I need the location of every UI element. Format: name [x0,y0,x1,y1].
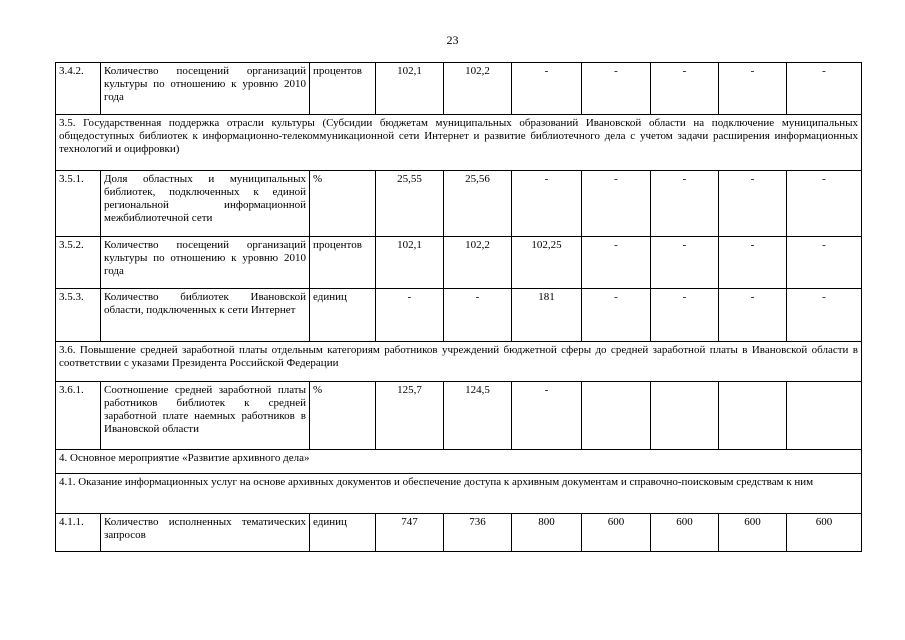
value-cell: - [582,289,651,342]
value-cell: 102,1 [376,237,444,289]
value-cell: - [376,289,444,342]
section-heading: 3.6. Повышение средней заработной платы отдельным категориям работников учреждений бюджетной сферы до средней заработной платы в Ивановской области в соответствии с указами Президента Российской Федерации [56,342,862,382]
value-cell: - [787,237,862,289]
value-cell: - [651,237,719,289]
value-cell: - [582,63,651,115]
value-cell: - [719,63,787,115]
value-cell: 600 [719,514,787,552]
indicator-name: Доля областных и муниципальных библиотек, подключенных к единой региональной информационной межбиблиотечной сети [101,171,310,237]
unit: % [310,171,376,237]
indicator-name: Количество исполненных тематических запросов [101,514,310,552]
value-cell: - [787,171,862,237]
value-cell: - [512,63,582,115]
page-number: 23 [446,33,459,47]
value-cell: - [719,289,787,342]
value-cell: 600 [582,514,651,552]
unit: % [310,382,376,450]
value-cell: - [582,171,651,237]
indicator-name: Соотношение средней заработной платы работников библиотек к средней заработной плате наемных работников в Ивановской области [101,382,310,450]
value-cell [787,382,862,450]
value-cell: 102,2 [444,237,512,289]
value-cell: 600 [651,514,719,552]
indicator-name: Количество посещений организаций культуры по отношению к уровню 2010 года [101,237,310,289]
unit: единиц [310,514,376,552]
row-number: 3.6.1. [56,382,101,450]
unit: процентов [310,237,376,289]
section-row [56,115,862,171]
value-cell: - [651,63,719,115]
section-heading: 4.1. Оказание информационных услуг на основе архивных документов и обеспечение доступа к архивным документам и справочно-поисковым средствам к ним [56,474,862,514]
value-cell: - [719,171,787,237]
value-cell: - [512,171,582,237]
value-cell [651,382,719,450]
value-cell [719,382,787,450]
table-row [56,237,862,289]
value-cell: - [787,289,862,342]
value-cell: 25,55 [376,171,444,237]
value-cell: 181 [512,289,582,342]
section-row [56,450,862,474]
value-cell: 747 [376,514,444,552]
section-row [56,474,862,514]
table-row [56,514,862,552]
table-row [56,382,862,450]
value-cell: 102,25 [512,237,582,289]
value-cell: - [651,171,719,237]
value-cell: - [582,237,651,289]
value-cell: - [444,289,512,342]
value-cell: 600 [787,514,862,552]
section-heading: 3.5. Государственная поддержка отрасли культуры (Субсидии бюджетам муниципальных образований Ивановской области на подключение муниципальных общедоступных библиотек к информационно-телекоммуникационной сети Интернет и развитие библиотечного дела с учетом задачи расширения информационных технологий и оцифровки) [56,115,862,171]
table-row [56,171,862,237]
row-number: 3.5.2. [56,237,101,289]
table-row [56,289,862,342]
row-number: 3.5.3. [56,289,101,342]
row-number: 3.5.1. [56,171,101,237]
value-cell: 125,7 [376,382,444,450]
row-number: 4.1.1. [56,514,101,552]
unit: процентов [310,63,376,115]
value-cell: - [512,382,582,450]
row-number: 3.4.2. [56,63,101,115]
value-cell: - [787,63,862,115]
value-cell: - [651,289,719,342]
value-cell: 102,1 [376,63,444,115]
value-cell: 25,56 [444,171,512,237]
value-cell [582,382,651,450]
table-row [56,63,862,115]
value-cell: 124,5 [444,382,512,450]
indicator-name: Количество библиотек Ивановской области, подключенных к сети Интернет [101,289,310,342]
section-row [56,342,862,382]
indicator-name: Количество посещений организаций культуры по отношению к уровню 2010 года [101,63,310,115]
value-cell: 800 [512,514,582,552]
value-cell: 102,2 [444,63,512,115]
indicators-table [55,62,862,552]
unit: единиц [310,289,376,342]
value-cell: 736 [444,514,512,552]
section-heading: 4. Основное мероприятие «Развитие архивного дела» [56,450,862,474]
value-cell: - [719,237,787,289]
